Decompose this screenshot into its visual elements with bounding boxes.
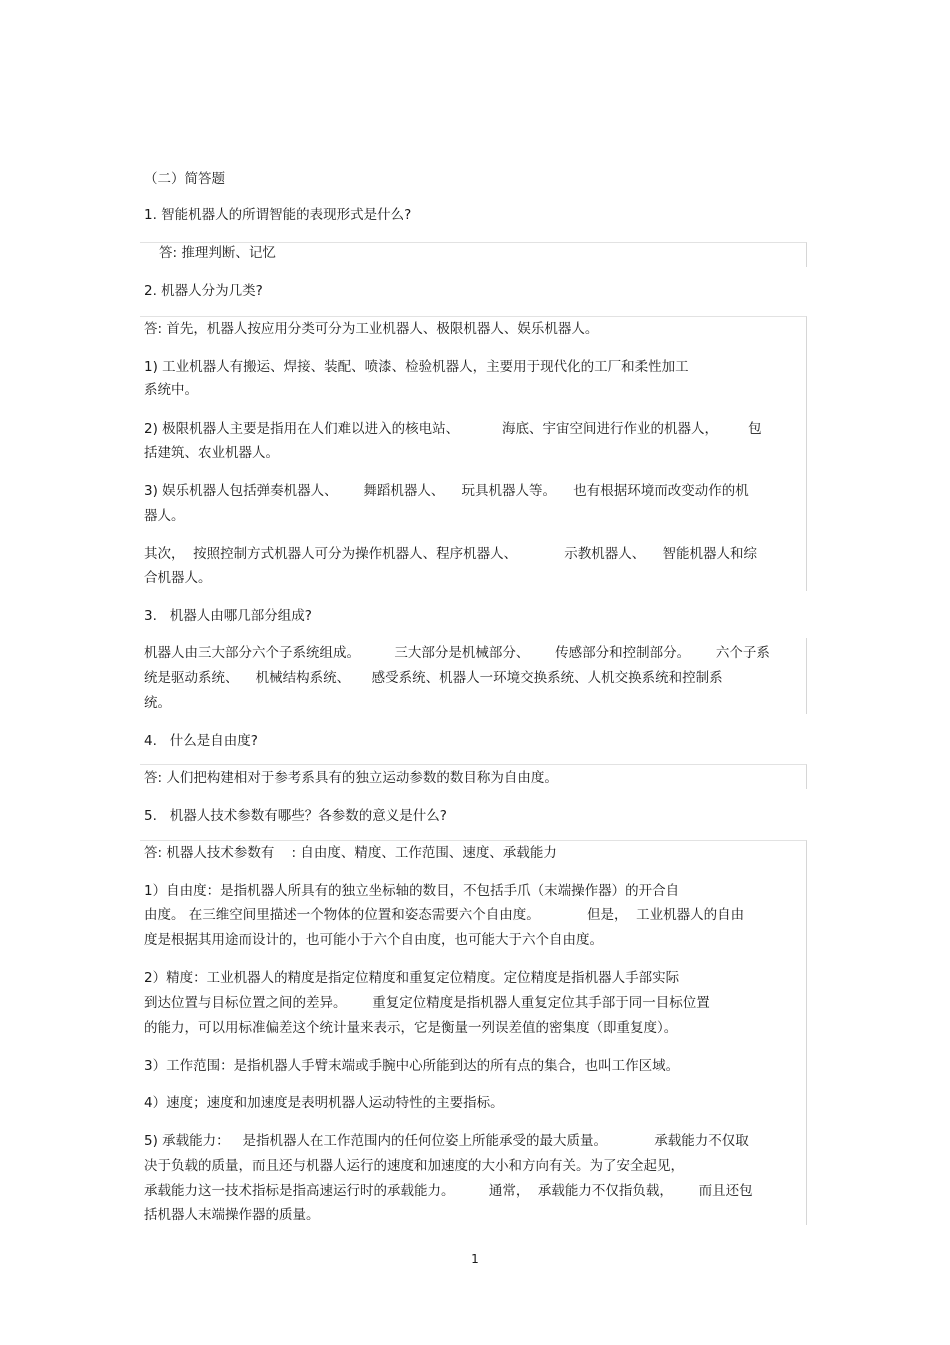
answer-3-line: 统是驱动系统、 机械结构系统、 感受系统、机器人一环境交换系统、人机交换系统和控制系 — [144, 670, 723, 686]
answer-2-line: 合机器人。 — [144, 570, 212, 586]
answer-5-line: 1）自由度：是指机器人所具有的独立坐标轴的数目，不包括手爪（末端操作器）的开合自 — [144, 883, 680, 899]
answer-5-line: 承载能力这一技术指标是指高速运行时的承载能力。 通常， 承载能力不仅指负载， 而且还包 — [144, 1183, 753, 1199]
page-number: 1 — [471, 1252, 479, 1266]
answer-3-line: 机器人由三大部分六个子系统组成。 三大部分是机械部分、 传感部分和控制部分。 六个子系 — [144, 645, 770, 661]
answer-5-line: 的能力，可以用标准偏差这个统计量来表示，它是衡量一列误差值的密集度（即重复度）。 — [144, 1020, 678, 1036]
question-2: 2. 机器人分为几类? — [144, 283, 263, 299]
answer-2-line: 3) 娱乐机器人包括弹奏机器人、 舞蹈机器人、 玩具机器人等。 也有根据环境而改变动作的机 — [144, 483, 749, 499]
question-3: 3. 机器人由哪几部分组成? — [144, 608, 312, 624]
answer-5-line: 括机器人末端操作器的质量。 — [144, 1207, 320, 1223]
answer-2-line: 2) 极限机器人主要是指用在人们难以进入的核电站、 海底、宇宙空间进行作业的机器人， 包 — [144, 421, 762, 437]
answer-2-line: 答: 首先，机器人按应用分类可分为工业机器人、极限机器人、娱乐机器人。 — [144, 321, 599, 337]
answer-2-line: 1) 工业机器人有搬运、焊接、装配、喷漆、检验机器人，主要用于现代化的工厂和柔性加工 — [144, 359, 689, 375]
question-4: 4. 什么是自由度? — [144, 733, 258, 749]
question-5: 5. 机器人技术参数有哪些？各参数的意义是什么? — [144, 808, 447, 824]
answer-3-line: 统。 — [144, 695, 171, 711]
question-1: 1. 智能机器人的所谓智能的表现形式是什么? — [144, 207, 412, 223]
answer-2-line: 其次， 按照控制方式机器人可分为操作机器人、程序机器人、 示教机器人、 智能机器人和综 — [144, 546, 757, 562]
answer-2-line: 器人。 — [144, 508, 185, 524]
answer-5-line: 答: 机器人技术参数有 : 自由度、精度、工作范围、速度、承载能力 — [144, 845, 557, 861]
answer-5-line: 5) 承载能力： 是指机器人在工作范围内的任何位姿上所能承受的最大质量。 承载能力不仅取 — [144, 1133, 749, 1149]
answer-5-line: 决于负载的质量，而且还与机器人运行的速度和加速度的大小和方向有关。为了安全起见， — [144, 1158, 684, 1174]
answer-2-line: 括建筑、农业机器人。 — [144, 445, 279, 461]
answer-4: 答: 人们把构建相对于参考系具有的独立运动参数的数目称为自由度。 — [144, 770, 558, 786]
answer-5-line: 由度。 在三维空间里描述一个物体的位置和姿态需要六个自由度。 但是， 工业机器人的自由 — [144, 907, 745, 923]
answer-5-line: 3）工作范围：是指机器人手臂末端或手腕中心所能到达的所有点的集合，也叫工作区域。 — [144, 1058, 680, 1074]
answer-1: 答: 推理判断、记忆 — [159, 245, 276, 261]
answer-5-line: 4）速度；速度和加速度是表明机器人运动特性的主要指标。 — [144, 1095, 504, 1111]
answer-5-line: 度是根据其用途而设计的，也可能小于六个自由度，也可能大于六个自由度。 — [144, 932, 603, 948]
answer-5-line: 到达位置与目标位置之间的差异。 重复定位精度是指机器人重复定位其手部于同一目标位置 — [144, 995, 710, 1011]
section-title: （二）简答题 — [144, 171, 225, 187]
answer-5-line: 2）精度：工业机器人的精度是指定位精度和重复定位精度。定位精度是指机器人手部实际 — [144, 970, 680, 986]
answer-2-line: 系统中。 — [144, 382, 198, 398]
